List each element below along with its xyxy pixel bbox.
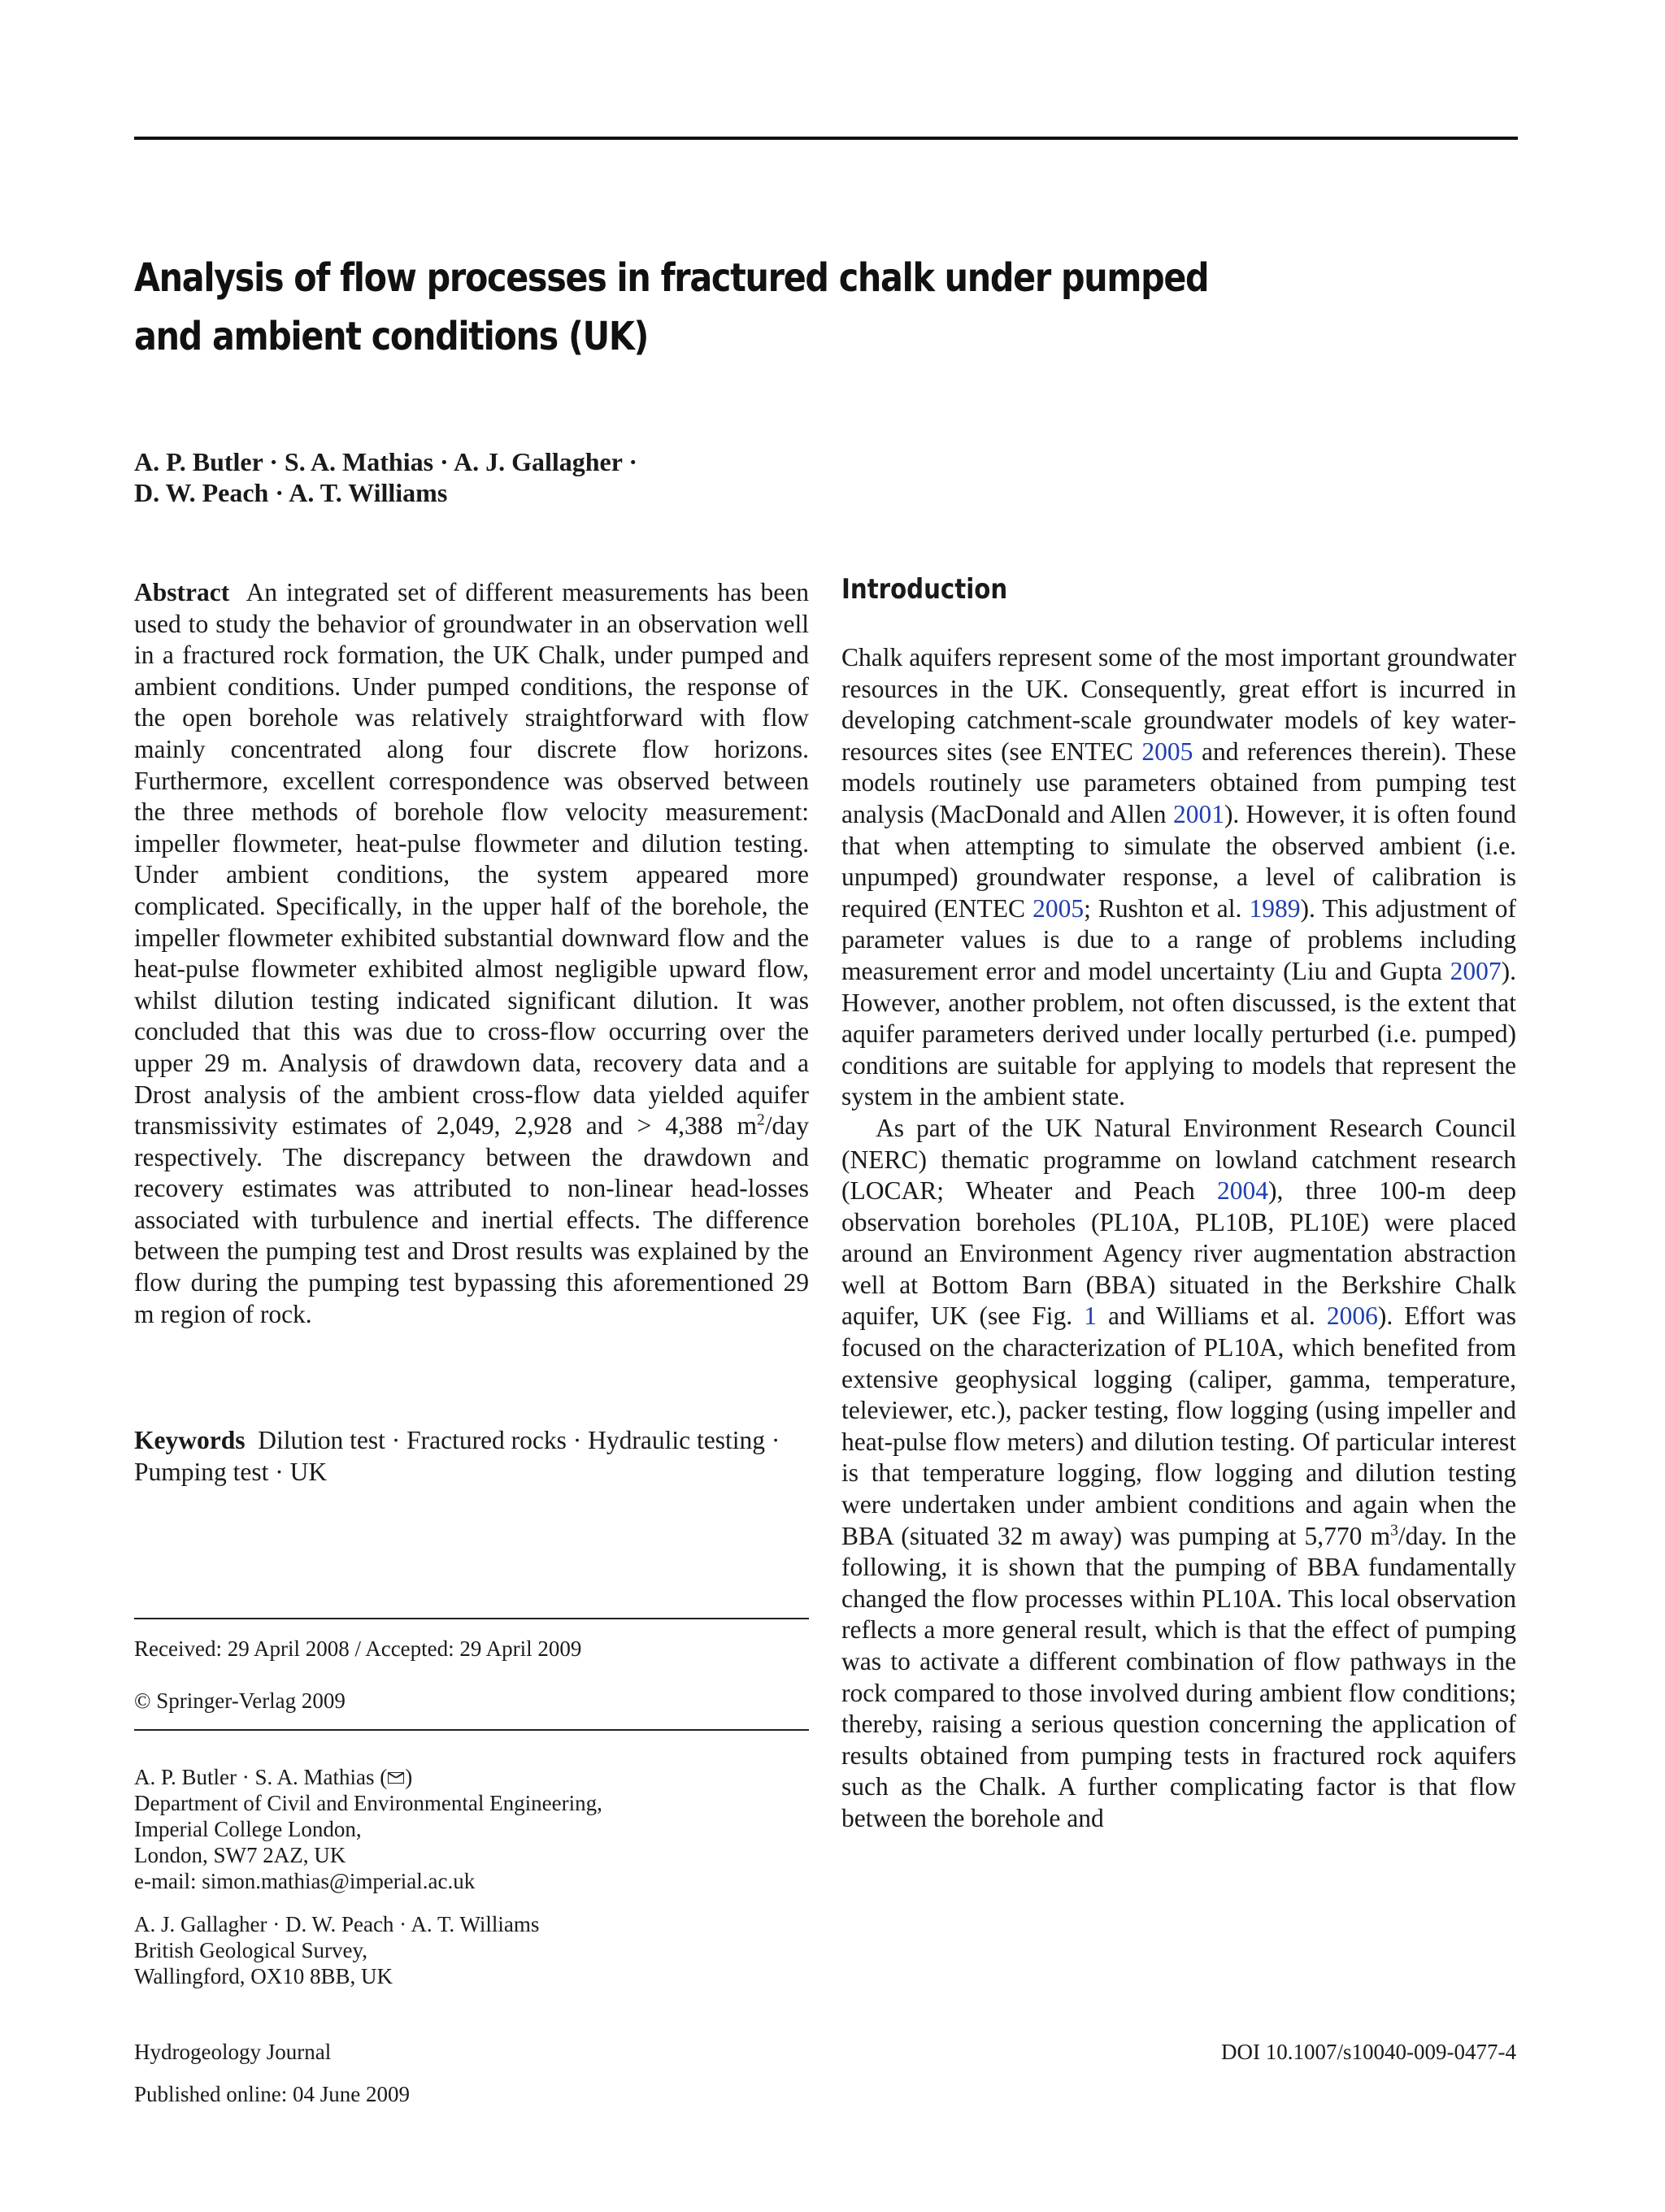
intro-p2-text: As part of the UK Natural Environment Research Council (NERC) thematic programme on lowland catchment research (LOCAR; Wheater and Peach (841, 1113, 1516, 1206)
received-dates: Received: 29 April 2008 / Accepted: 29 April 2009 (134, 1636, 582, 1661)
journal-name: Hydrogeology Journal (134, 2040, 332, 2064)
introduction-body (841, 642, 1516, 1835)
citation-link[interactable]: 2006 (1326, 1302, 1378, 1331)
keywords-text: Dilution test · Fractured rocks · Hydraulic testing · Pumping test · UK (134, 1426, 780, 1486)
copyright: © Springer-Verlag 2009 (134, 1688, 346, 1713)
citation-link[interactable]: 2004 (1217, 1176, 1269, 1206)
divider-affiliations (134, 1729, 809, 1731)
intro-p2-text: and Williams et al. (1096, 1302, 1327, 1331)
citation-link[interactable]: 1989 (1249, 893, 1301, 923)
affiliation-2-names: A. J. Gallagher · D. W. Peach · A. T. Williams (134, 1912, 540, 1936)
keywords (134, 1425, 809, 1488)
keywords-label: Keywords (134, 1426, 246, 1454)
intro-p1-text: ). However, it is often found that when attempting to simulate the observed ambient (i.e. unpumped) groundwater response, a level of calibration is required (ENTEC (841, 799, 1517, 923)
intro-superscript: 3 (1390, 1522, 1398, 1540)
intro-p1-text: Chalk aquifers represent some of the most important groundwater resources in the UK. Consequently, great effort is incurred in developing catchment-scale groundwater models of key water-resources sites (see ENTEC (841, 643, 1516, 766)
divider-received (134, 1618, 809, 1619)
author-list (134, 446, 866, 508)
citation-link[interactable]: 2007 (1450, 956, 1502, 985)
intro-p1-text: ; Rushton et al. (1084, 893, 1250, 923)
affiliation-2 (134, 1911, 809, 1989)
intro-paragraph-2 (841, 1113, 1516, 1835)
intro-p2-text: /day. In the following, it is shown that the pumping of BBA fundamentally changed the flow processes within PL10A. This local observation reflects a more general result, which is that the effect of pumping was to activate a different combination of flow pathways in the rock compared to those involved during ambient flow conditions; thereby, raising a serious question concerning the application of results obtained from pumping tests in fractured rock aquifers such as the Chalk. A further complicating factor is that flow between the borehole and (841, 1521, 1516, 1832)
article-title: Analysis of flow processes in fractured chalk under pumped and ambient conditions (UK) (134, 255, 1209, 359)
section-heading-introduction: Introduction (841, 573, 1008, 606)
affiliation-2-line-1: British Geological Survey, (134, 1938, 367, 1962)
intro-paragraph-1 (841, 642, 1516, 1113)
affiliation-1-line-1: Department of Civil and Environmental Engineering, (134, 1791, 602, 1815)
intro-p1-text: and references therein). These models routinely use parameters obtained from pumping test analysis (MacDonald and Allen (841, 737, 1516, 828)
intro-p2-text: ). Effort was focused on the characterization of PL10A, which benefited from extensive geophysical logging (caliper, gamma, temperature, televiewer, etc.), packer testing, flow logging (using impeller and heat-pulse flow meters) and dilution testing. Of particular interest is that temperature logging, flow logging and dilution testing were undertaken under ambient conditions and again when the BBA (situated 32 m away) was pumping at 5,770 m (841, 1302, 1516, 1550)
envelope-icon (388, 1772, 404, 1784)
abstract-text-1: An integrated set of different measurements has been used to study the behavior of groundwater in an observation well in a fractured rock formation, the UK Chalk, under pumped and ambient conditions. Under pumped conditions, the response of the open borehole was relatively straightforward with flow mainly concentrated along four discrete flow horizons. Furthermore, excellent correspondence was observed between the three methods of borehole flow velocity measurement: impeller flowmeter, heat-pulse flowmeter and dilution testing. Under ambient conditions, the system appeared more complicated. Specifically, in the upper half of the borehole, the impeller flowmeter exhibited substantial downward flow and the heat-pulse flowmeter exhibited almost negligible upward flow, whilst dilution testing indicated significant dilution. It was concluded that this was due to cross-flow occurring over the upper 29 m. Analysis of drawdown data, recovery data and a Drost analysis of the ambient cross-flow data yielded aquifer transmissivity estimates of 2,049, 2,928 and > 4,388 m (134, 578, 809, 1141)
intro-p1-text: ). This adjustment of parameter values is due to a range of problems including measurement error and model uncertainty (Liu and Gupta (841, 893, 1516, 985)
citation-link[interactable]: 2005 (1141, 737, 1193, 766)
affiliation-1-email: e-mail: simon.mathias@imperial.ac.uk (134, 1869, 476, 1893)
intro-p2-text: ), three 100-m deep observation boreholes (PL10A, PL10B, PL10E) were placed around an Environment Agency river augmentation abstraction well at Bottom Barn (BBA) situated in the Berkshire Chalk aquifer, UK (see Fig. (841, 1176, 1517, 1331)
authors-line-2: D. W. Peach · A. T. Williams (134, 478, 448, 507)
affiliation-1-line-3: London, SW7 2AZ, UK (134, 1843, 346, 1867)
affiliation-1-names: A. P. Butler · S. A. Mathias ( (134, 1765, 388, 1789)
header-rule (134, 137, 1518, 140)
affiliation-1 (134, 1764, 809, 1894)
abstract-superscript: 2 (757, 1111, 765, 1129)
citation-link[interactable]: 2005 (1032, 893, 1085, 923)
abstract-text-2: /day respectively. The discrepancy between the drawdown and recovery estimates was attributed to non-linear head-losses associated with turbulence and inertial effects. The difference between the pumping test and Drost results was explained by the flow during the pumping test bypassing this aforementioned 29 m region of rock. (134, 1111, 809, 1328)
citation-link[interactable]: 2001 (1172, 799, 1224, 828)
published-date: Published online: 04 June 2009 (134, 2082, 410, 2106)
abstract (134, 577, 809, 1330)
abstract-label: Abstract (134, 578, 230, 606)
intro-p1-text: ). However, another problem, not often discussed, is the extent that aquifer parameters derived under locally perturbed (i.e. pumped) conditions are suitable for applying to models that represent the system in the ambient state. (841, 956, 1516, 1111)
figure-link[interactable]: 1 (1084, 1302, 1097, 1331)
affiliation-2-line-2: Wallingford, OX10 8BB, UK (134, 1964, 393, 1988)
doi: DOI 10.1007/s10040-009-0477-4 (1221, 2040, 1516, 2064)
affiliation-1-names-close: ) (405, 1765, 413, 1789)
authors-line-1: A. P. Butler · S. A. Mathias · A. J. Gallagher · (134, 447, 638, 476)
affiliation-1-line-2: Imperial College London, (134, 1817, 362, 1841)
